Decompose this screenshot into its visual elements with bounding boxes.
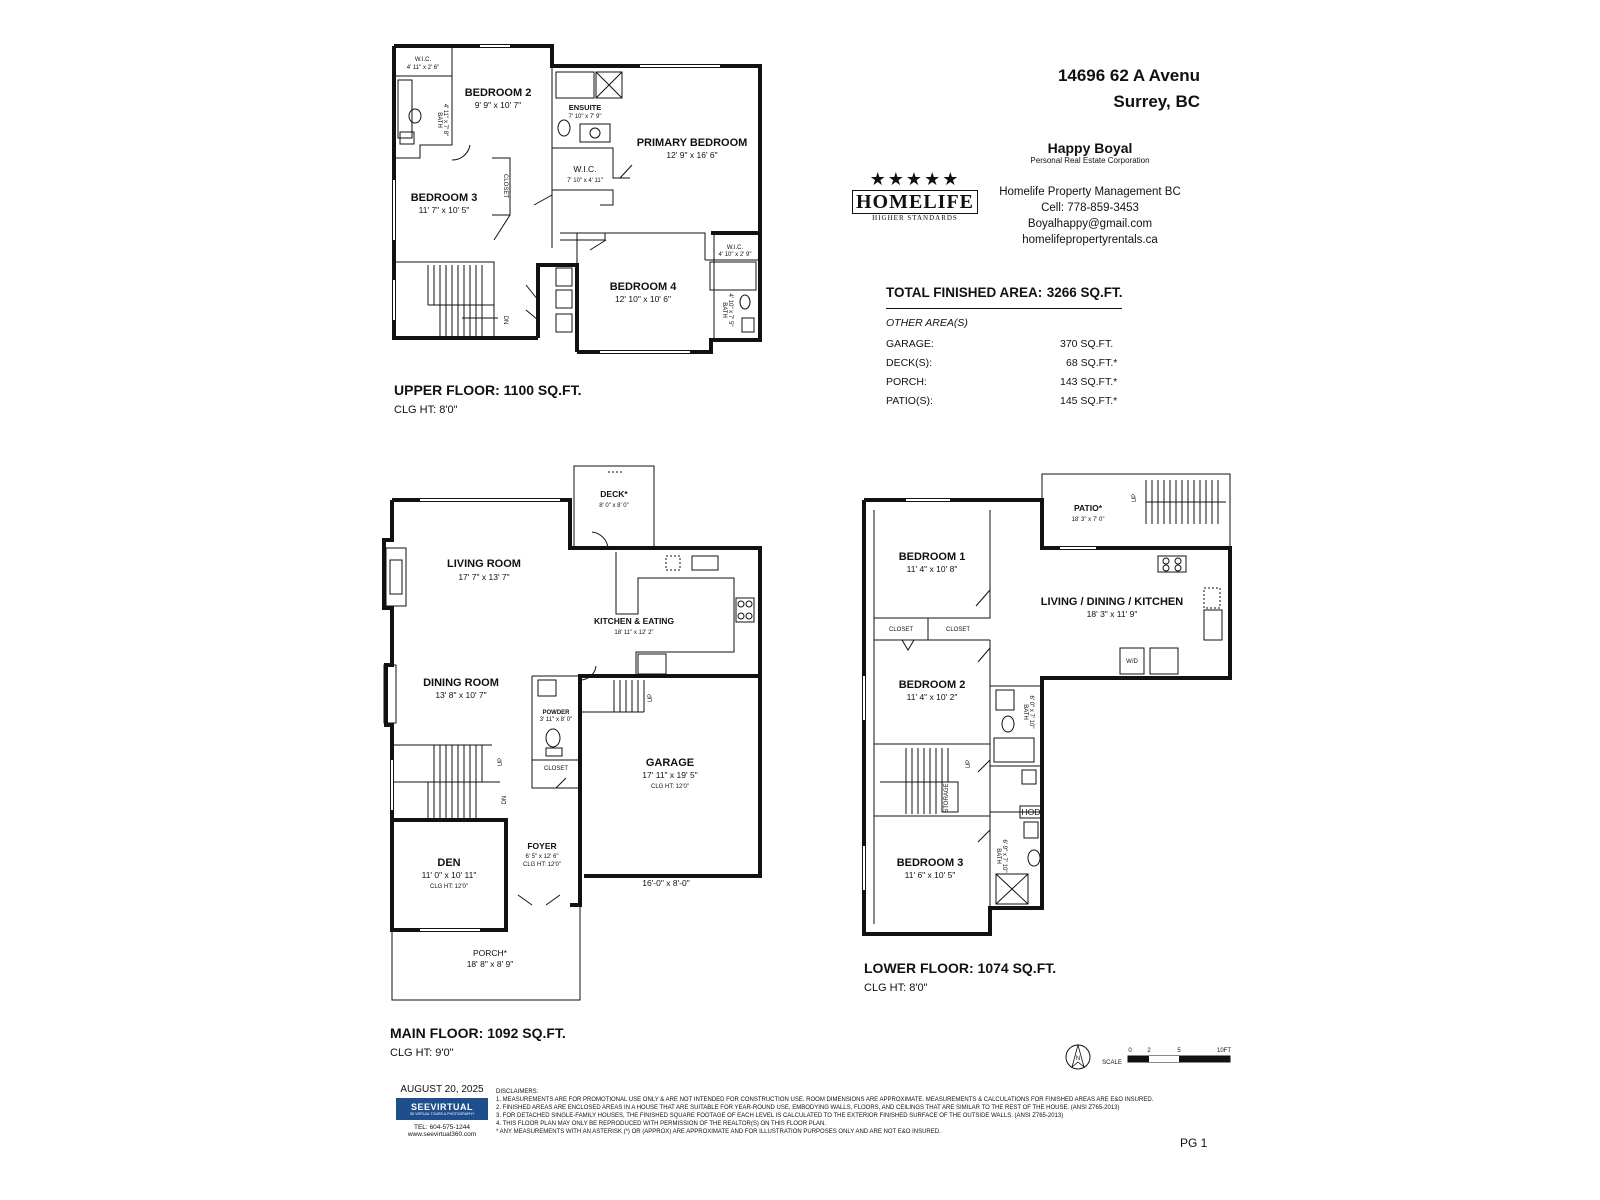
area-value: 143 SQ.FT.* — [1060, 376, 1118, 388]
seevirtual-brand: SEEVIRTUAL — [410, 1102, 473, 1112]
main-powder-name: POWDER — [542, 710, 570, 716]
email-link[interactable]: Boyalhappy@gmail.com — [1027, 218, 1153, 230]
scale-tick-10: 10FT — [1216, 1048, 1232, 1054]
upper-bedroom3-dim: 11' 7" x 10' 5" — [418, 205, 470, 215]
agent-title: Personal Real Estate Corporation — [1030, 156, 1150, 165]
main-floor-plan — [384, 466, 760, 1000]
main-dining-dim: 13' 8" x 10' 7" — [435, 690, 487, 700]
scale-tick-2: 2 — [1147, 1048, 1151, 1054]
logo-tagline: HIGHER STANDARDS — [872, 214, 958, 222]
upper-closet-label: CLOSET — [502, 173, 508, 199]
main-foyer-clg: CLG HT: 12'0" — [523, 862, 561, 868]
upper-floor-clg: CLG HT: 8'0" — [394, 404, 458, 416]
upper-ensuite-name: ENSUITE — [568, 103, 602, 112]
lower-up-label-2: UP — [966, 759, 972, 769]
area-label: DECK(S): — [886, 357, 933, 369]
lower-closet-1: CLOSET — [888, 627, 914, 633]
main-floor-clg: CLG HT: 9'0" — [390, 1047, 454, 1059]
disclaimer-5: * ANY MEASUREMENTS WITH AN ASTERISK (*) OR (APPROX) ARE APPROXIMATE AND FOR ILLUSTRATION PURPOSES ONLY AND ARE NOT E&O INSURED. — [496, 1129, 941, 1135]
upper-wic2-dim: 7' 10" x 4' 11" — [567, 178, 603, 184]
upper-primary-dim: 12' 9" x 16' 6" — [666, 150, 718, 160]
upper-floor-plan — [394, 46, 760, 352]
main-den-dim: 11' 0" x 10' 11" — [421, 870, 477, 880]
scale-tick-0: 0 — [1128, 1048, 1132, 1054]
address-line-1: 14696 62 A Avenu — [1057, 66, 1200, 85]
logo-stars-icon: ★★★★★ — [869, 169, 961, 189]
upper-bedroom4-name: BEDROOM 4 — [609, 281, 677, 293]
main-floor-caption — [390, 1025, 566, 1059]
total-area-label: TOTAL FINISHED AREA: — [886, 285, 1043, 300]
main-den-clg: CLG HT: 12'0" — [430, 884, 468, 890]
upper-bath2-name: BATH — [721, 302, 727, 318]
main-closet-label: CLOSET — [543, 766, 569, 772]
main-floor-title: MAIN FLOOR: 1092 SQ.FT. — [390, 1025, 566, 1041]
area-value: 68 SQ.FT.* — [1066, 357, 1118, 369]
cell-phone: Cell: 778-859-3453 — [1041, 202, 1139, 214]
main-powder-dim: 3' 11" x 8' 0" — [539, 717, 573, 723]
area-label: PATIO(S): — [886, 395, 933, 407]
footer-brand-block — [396, 1084, 488, 1138]
upper-bedroom3-name: BEDROOM 3 — [410, 192, 478, 204]
disclaimer-2: 2. FINISHED AREAS ARE ENCLOSED AREAS IN A HOUSE THAT ARE SUITABLE FOR YEAR-ROUND USE, EMBODYING WALLS, FLOORS, AND CEILINGS THAT ARE SIMILAR TO THE REST OF THE HOUSE. (ANSI Z765-2013) — [496, 1105, 1120, 1111]
lower-patio-dim: 18' 3" x 7' 0" — [1071, 517, 1105, 523]
disclaimers — [496, 1088, 1216, 1136]
main-porch-name: PORCH* — [472, 948, 508, 958]
upper-bath1-name: BATH — [436, 112, 442, 128]
main-den-name: DEN — [437, 857, 461, 869]
disclaimer-1: 1. MEASUREMENTS ARE FOR PROMOTIONAL USE ONLY & ARE NOT INTENDED FOR CONSTRUCTION USE. ROOM DIMENSIONS ARE APPROXIMATE. MEASUREMENTS & CALCULATIONS FOR FINISHED AREAS ARE E&O INSURED. — [496, 1097, 1154, 1103]
brokerage: Homelife Property Management BC — [999, 186, 1181, 198]
main-up-label-2: UP — [648, 693, 654, 703]
scale-bar — [1102, 1048, 1231, 1066]
upper-wic2-name: W.I.C. — [573, 164, 597, 174]
main-deck-name: DECK* — [600, 489, 628, 499]
main-garage-door: 16'-0" x 8'-0" — [642, 878, 690, 888]
lower-patio-name: PATIO* — [1073, 503, 1103, 513]
upper-bedroom2-dim: 9' 9" x 10' 7" — [474, 100, 522, 110]
area-value: 145 SQ.FT.* — [1060, 395, 1118, 407]
north-arrow — [1066, 1045, 1090, 1069]
lower-living-dim: 18' 3" x 11' 9" — [1086, 609, 1138, 619]
area-label: PORCH: — [886, 376, 927, 388]
agent-name: Happy Boyal — [1047, 140, 1133, 156]
logo-text: HOMELIFE — [855, 191, 974, 213]
main-deck-dim: 8' 0" x 8' 0" — [599, 503, 629, 509]
lower-bedroom1-name: BEDROOM 1 — [898, 551, 966, 563]
main-garage-name: GARAGE — [645, 757, 695, 769]
lower-floor-clg: CLG HT: 8'0" — [864, 982, 928, 994]
other-areas-label: OTHER AREA(S) — [886, 317, 968, 329]
main-garage-clg: CLG HT: 12'0" — [651, 784, 689, 790]
areas-table — [886, 284, 1122, 411]
upper-bath2-dim: 4' 10" x 7' 5" — [727, 293, 733, 327]
scale-tick-5: 5 — [1177, 1048, 1181, 1054]
page-number: PG 1 — [1180, 1136, 1208, 1150]
footer-tel: TEL: 604-575-1244 — [413, 1124, 470, 1131]
main-kitchen-dim: 18' 11" x 12' 2" — [614, 630, 654, 636]
main-garage-dim: 17' 11" x 19' 5" — [642, 770, 698, 780]
seevirtual-sub: 3D VIRTUAL TOURS & PHOTOGRAPHY — [409, 1112, 475, 1116]
lower-bedroom1-dim: 11' 4" x 10' 8" — [906, 564, 958, 574]
upper-floor-title: UPPER FLOOR: 1100 SQ.FT. — [394, 382, 582, 398]
upper-bedroom2-name: BEDROOM 2 — [464, 87, 532, 99]
lower-bath2-dim: 6' 9" x 7' 10" — [1001, 839, 1007, 873]
upper-wic3-name: W.I.C. — [726, 245, 744, 251]
lower-floor-plan — [864, 474, 1230, 934]
north-label: N — [1075, 1056, 1081, 1062]
main-kitchen-name: KITCHEN & EATING — [593, 616, 675, 626]
main-foyer-name: FOYER — [527, 841, 557, 851]
lower-storage-label: STORAGE — [944, 783, 950, 813]
area-row-patio — [886, 392, 1122, 411]
contact-block — [990, 184, 1190, 248]
lower-up-label: UP — [1132, 493, 1138, 503]
lower-bedroom3-dim: 11' 6" x 10' 5" — [904, 870, 956, 880]
main-up-label: UP — [498, 757, 504, 767]
lower-bedroom2-name: BEDROOM 2 — [898, 679, 966, 691]
upper-ensuite-dim: 7' 10" x 7' 9" — [568, 114, 602, 120]
upper-dn-label: DN — [502, 315, 508, 325]
main-dining-name: DINING ROOM — [423, 677, 499, 689]
lower-closet-2: CLOSET — [945, 627, 971, 633]
main-foyer-dim: 6' 5" x 12' 6" — [525, 854, 559, 860]
footer-date: AUGUST 20, 2025 — [400, 1084, 484, 1095]
disclaimer-3: 3. FOR DETACHED SINGLE-FAMILY HOUSES, THE FINISHED SQUARE FOOTAGE OF EACH LEVEL IS CALCULATED TO THE EXTERIOR FINISHED SURFACE OF THE OUTSIDE WALLS. (ANSI Z765-2013) — [496, 1113, 1064, 1119]
upper-bedroom4-dim: 12' 10" x 10' 6" — [614, 294, 672, 304]
area-row-porch — [886, 373, 1122, 392]
main-living-name: LIVING ROOM — [447, 558, 521, 570]
lower-living-name: LIVING / DINING / KITCHEN — [1040, 596, 1184, 608]
footer-web[interactable]: www.seevirtual360.com — [407, 1131, 477, 1138]
upper-floor-caption — [394, 382, 582, 416]
area-row-deck — [886, 354, 1122, 373]
lower-bath2-name: BATH — [995, 848, 1001, 864]
upper-wic3-dim: 4' 10" x 2' 9" — [718, 252, 752, 258]
area-row-garage — [886, 335, 1122, 354]
total-area-value: 3266 SQ.FT. — [1046, 285, 1123, 300]
lower-floor-title: LOWER FLOOR: 1074 SQ.FT. — [864, 960, 1057, 976]
lower-hod-label: HOD — [1021, 807, 1041, 817]
homelife-logo — [852, 170, 978, 226]
main-living-dim: 17' 7" x 13' 7" — [458, 572, 510, 582]
lower-bedroom3-name: BEDROOM 3 — [896, 857, 964, 869]
lower-bath1-dim: 6' 0" x 7' 10" — [1028, 695, 1034, 729]
area-label: GARAGE: — [886, 338, 934, 350]
upper-wic1-name: W.I.C. — [414, 57, 432, 63]
upper-primary-name: PRIMARY BEDROOM — [636, 137, 748, 149]
disclaimers-title: DISCLAIMERS: — [496, 1089, 539, 1095]
area-value: 370 SQ.FT. — [1060, 338, 1114, 350]
lower-floor-caption — [864, 960, 1056, 994]
lower-wd-label: W/D — [1126, 659, 1138, 665]
main-porch-dim: 18' 8" x 8' 9" — [466, 959, 514, 969]
agent-block — [990, 140, 1190, 165]
website-link[interactable]: homelifepropertyrentals.ca — [1022, 234, 1158, 246]
scale-label: SCALE — [1102, 1060, 1122, 1066]
upper-wic1-dim: 4' 11" x 2' 6" — [406, 65, 440, 71]
lower-bath1-name: BATH — [1022, 704, 1028, 720]
address-line-2: Surrey, BC — [1113, 92, 1200, 111]
disclaimer-4: 4. THIS FLOOR PLAN MAY ONLY BE REPRODUCED WITH PERMISSION OF THE REALTOR(S) ON THIS FLOOR PLAN. — [496, 1121, 827, 1127]
seevirtual-logo — [396, 1098, 488, 1120]
lower-bedroom2-dim: 11' 4" x 10' 2" — [906, 692, 958, 702]
main-dn-label: DN — [502, 795, 508, 805]
upper-bath1-dim: 4' 11" x 7' 8" — [442, 103, 448, 137]
